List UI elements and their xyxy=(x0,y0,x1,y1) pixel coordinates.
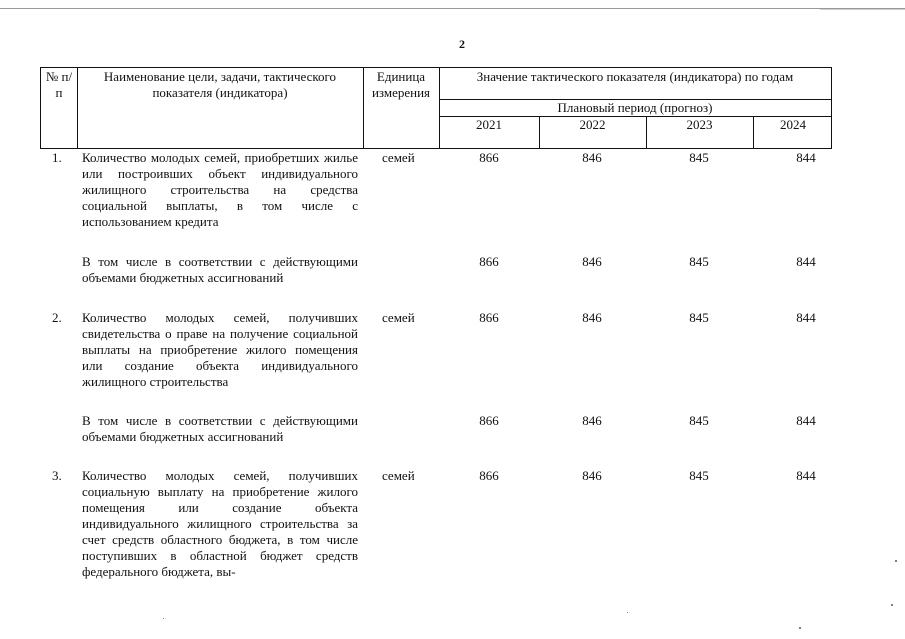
value-2023: 845 xyxy=(689,468,709,483)
scan-edge-line xyxy=(0,8,905,9)
value-2023: 845 xyxy=(689,310,709,325)
header-table xyxy=(40,67,832,149)
row-unit: семей xyxy=(382,468,415,483)
header-num: № п/п xyxy=(45,69,73,100)
scan-speck xyxy=(895,560,897,562)
value-2023: 845 xyxy=(689,254,709,269)
value-2024: 844 xyxy=(796,150,816,165)
row-description: В том числе в соответствии с действующими объемами бюджетных ассигнований xyxy=(82,254,358,285)
value-2022: 846 xyxy=(582,468,602,483)
value-2021: 866 xyxy=(479,150,499,165)
header-unit: Единица измерения xyxy=(371,69,431,100)
value-2022: 846 xyxy=(582,150,602,165)
value-2021: 866 xyxy=(479,310,499,325)
row-number: 1. xyxy=(52,150,62,165)
row-description: Количество молодых семей, получивших социальную выплату на приобретение жилого помещения или создание объекта индивидуального жилищного строительства за счет средств областного бюджета, в том числе поступивших в областной бюджет средств федерального бюджета, вы- xyxy=(82,468,358,579)
scan-speck xyxy=(163,618,164,619)
row-unit: семей xyxy=(382,310,415,325)
scan-speck xyxy=(799,627,801,629)
value-2022: 846 xyxy=(582,310,602,325)
value-2024: 844 xyxy=(796,310,816,325)
header-value: Значение тактического показателя (индикатора) по годам xyxy=(476,69,794,84)
row-number: 3. xyxy=(52,468,62,483)
row-description: Количество молодых семей, получивших свидетельства о праве на получение социальной выплаты на приобретение жилого помещения или создание объекта индивидуального жилищного строительства xyxy=(82,310,358,389)
value-2023: 845 xyxy=(689,413,709,428)
header-name: Наименование цели, задачи, тактического показателя (индикатора) xyxy=(103,69,337,100)
divider xyxy=(753,116,754,148)
value-2024: 844 xyxy=(796,413,816,428)
divider xyxy=(539,116,540,148)
value-2024: 844 xyxy=(796,254,816,269)
header-year: 2022 xyxy=(579,117,606,132)
value-2021: 866 xyxy=(479,468,499,483)
value-2021: 866 xyxy=(479,413,499,428)
page-number: 2 xyxy=(459,37,465,51)
row-unit: семей xyxy=(382,150,415,165)
value-2022: 846 xyxy=(582,413,602,428)
row-description: В том числе в соответствии с действующими объемами бюджетных ассигнований xyxy=(82,413,358,444)
header-year: 2024 xyxy=(780,117,806,132)
row-number: 2. xyxy=(52,310,62,325)
row-description: Количество молодых семей, приобретших жилье или построивших объект индивидуального жилищного строительства на средства социальной выплаты, в том числе с использованием кредита xyxy=(82,150,358,229)
scan-speck xyxy=(627,612,628,613)
header-year: 2021 xyxy=(476,117,502,132)
divider xyxy=(77,68,78,148)
value-2021: 866 xyxy=(479,254,499,269)
scan-edge-line xyxy=(820,9,905,10)
divider xyxy=(646,116,647,148)
value-2023: 845 xyxy=(689,150,709,165)
header-plan: Плановый период (прогноз) xyxy=(557,100,713,115)
header-year: 2023 xyxy=(686,117,713,132)
divider xyxy=(439,68,440,148)
value-2024: 844 xyxy=(796,468,816,483)
value-2022: 846 xyxy=(582,254,602,269)
scan-speck xyxy=(891,604,893,606)
divider xyxy=(363,68,364,148)
